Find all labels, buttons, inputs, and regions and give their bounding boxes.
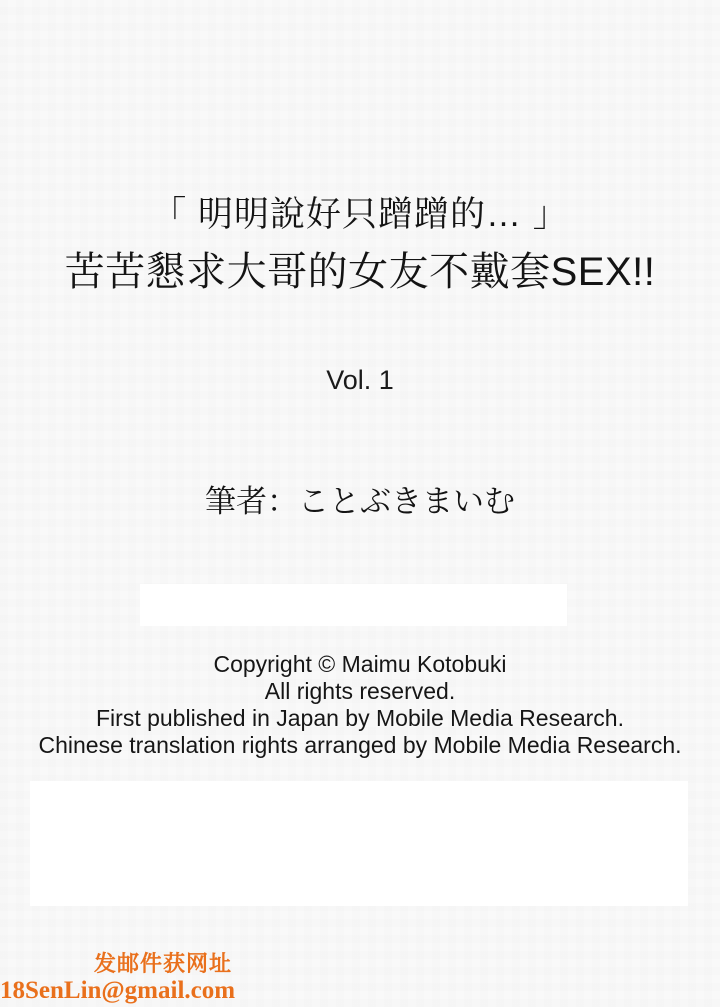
copyright-block: [0, 651, 720, 759]
volume-label: Vol. 1: [326, 365, 394, 395]
watermark: [0, 950, 236, 1004]
redacted-box-small: [140, 584, 567, 626]
title-line-1: 「 明明說好只蹭蹭的… 」: [151, 195, 569, 234]
title-line-2: 苦苦懇求大哥的女友不戴套SEX!!: [64, 250, 656, 294]
copyright-line-2: All rights reserved.: [264, 678, 456, 704]
watermark-text-cn: 发邮件获网址: [93, 951, 232, 976]
author-line: 筆者：ことぶきまいむ: [205, 484, 515, 519]
copyright-line-4: Chinese translation rights arranged by Mobile Media Research.: [38, 732, 682, 758]
redacted-box-large: [30, 781, 688, 906]
watermark-email: 18SenLin@gmail.com: [0, 977, 236, 1004]
copyright-line-3: First published in Japan by Mobile Media Research.: [96, 705, 624, 731]
copyright-line-1: Copyright © Maimu Kotobuki: [213, 651, 507, 677]
